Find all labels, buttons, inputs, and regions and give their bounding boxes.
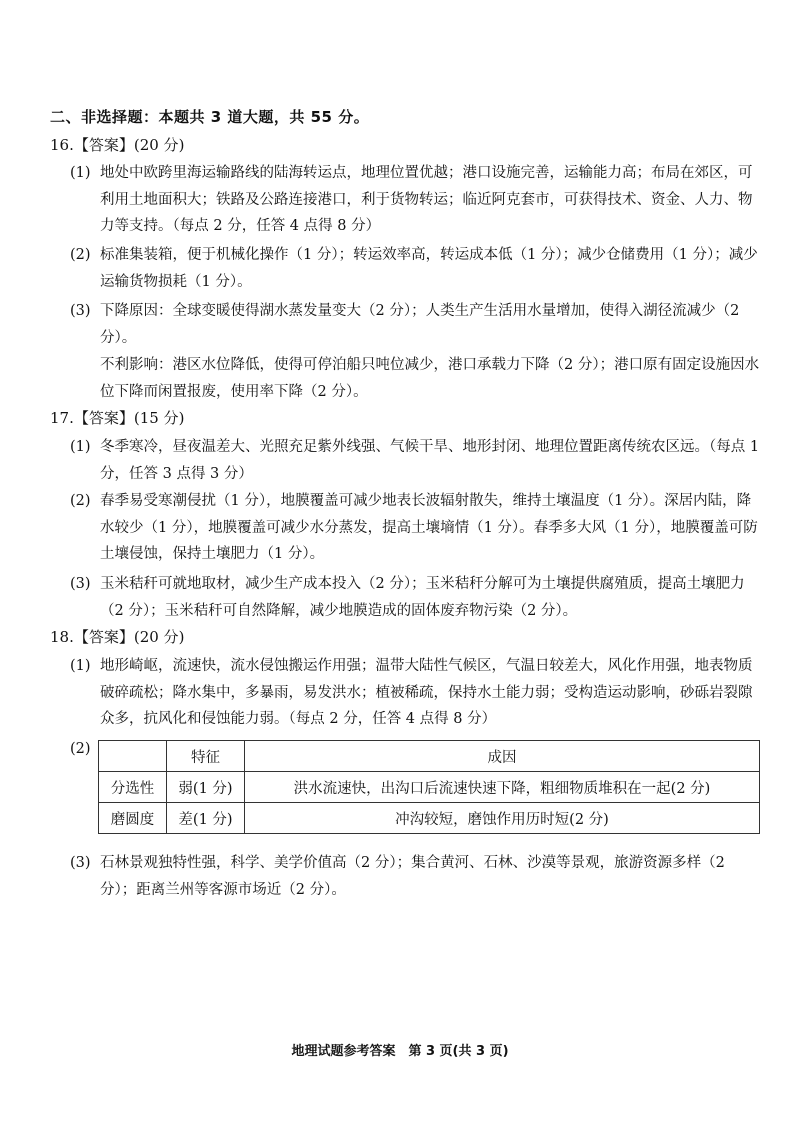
q16-item-1 xyxy=(70,160,760,240)
table-cell: 洪水流速快，出沟口后流速快速下降，粗细物质堆积在一起(2 分) xyxy=(245,772,760,803)
table-cell: 弱(1 分) xyxy=(167,772,245,803)
table-row xyxy=(99,803,760,834)
q18-item-3-text: 石林景观独特性强，科学、美学价值高（2 分）；集合黄河、石林、沙漠等景观，旅游资源多样（2 分）；距离兰州等客源市场近（2 分）。 xyxy=(100,855,725,898)
table-header-cell: 成因 xyxy=(245,741,760,772)
q17-item-3 xyxy=(70,571,760,624)
q18-item-1 xyxy=(70,653,760,733)
page-footer: 地理试题参考答案 第 3 页(共 3 页) xyxy=(291,1044,509,1059)
table-cell: 磨圆度 xyxy=(99,803,167,834)
table-row xyxy=(99,772,760,803)
q17-item-2-text: 春季易受寒潮侵扰（1 分），地膜覆盖可减少地表长波辐射散失，维持土壤温度（1 分）。深居内陆，降水较少（1 分），地膜覆盖可减少水分蒸发，提高土壤墒情（1 分）。春季多大风（1 分），地膜覆盖可防土壤侵蚀，保持土壤肥力（1 分）。 xyxy=(100,493,758,562)
q17-item-1-num: (1) xyxy=(70,439,91,455)
table-cell: 冲沟较短，磨蚀作用历时短(2 分) xyxy=(245,803,760,834)
q16-label: 16.【答案】(20 分) xyxy=(50,136,185,154)
q17-label: 17.【答案】(15 分) xyxy=(50,409,185,427)
table-cell: 差(1 分) xyxy=(167,803,245,834)
q16-item-2-num: (2) xyxy=(70,247,91,263)
q16-item-3-text: 下降原因：全球变暖使得湖水蒸发量变大（2 分）；人类生产生活用水量增加，使得入湖径流减少（2 分）。 xyxy=(100,303,740,346)
q18-item-1-text: 地形崎岖，流速快，流水侵蚀搬运作用强；温带大陆性气候区，气温日较差大，风化作用强，地表物质破碎疏松；降水集中，多暴雨，易发洪水；植被稀疏，保持水土能力弱；受构造运动影响，砂砾岩裂隙众多，抗风化和侵蚀能力弱。（每点 2 分，任答 4 点得 8 分） xyxy=(100,658,753,727)
q17-item-1-text: 冬季寒冷，昼夜温差大、光照充足紫外线强、气候干旱、地形封闭、地理位置距离传统农区远。（每点 1 分，任答 3 点得 3 分） xyxy=(100,439,760,482)
q17-item-1 xyxy=(70,434,760,487)
q18-item-3 xyxy=(70,850,760,903)
q18-label: 18.【答案】(20 分) xyxy=(50,628,185,646)
q18-item-2-num: (2) xyxy=(70,741,91,757)
answer-table xyxy=(98,740,760,834)
q17-item-2 xyxy=(70,488,760,568)
table-cell: 分选性 xyxy=(99,772,167,803)
q17-item-3-text: 玉米秸秆可就地取材，减少生产成本投入（2 分）；玉米秸秆分解可为土壤提供腐殖质，提高土壤肥力（2 分）；玉米秸秆可自然降解，减少地膜造成的固体废弃物污染（2 分）。 xyxy=(100,576,745,619)
q18-item-1-num: (1) xyxy=(70,658,91,674)
q16-item-3 xyxy=(70,298,760,351)
q18-item-3-num: (3) xyxy=(70,855,91,871)
q17-item-2-num: (2) xyxy=(70,493,91,509)
table-header-cell xyxy=(99,741,167,772)
table-header-cell: 特征 xyxy=(167,741,245,772)
q16-item-3-num: (3) xyxy=(70,303,91,319)
q16-item-2-text: 标准集装箱，便于机械化操作（1 分）；转运效率高，转运成本低（1 分）；减少仓储费用（1 分）；减少运输货物损耗（1 分）。 xyxy=(100,247,758,290)
q17-item-3-num: (3) xyxy=(70,576,91,592)
table-header-row xyxy=(99,741,760,772)
q16-item-1-num: (1) xyxy=(70,165,91,181)
q16-extra-text: 不利影响：港区水位降低，使得可停泊船只吨位减少，港口承载力下降（2 分）；港口原有固定设施因水位下降而闲置报废，使用率下降（2 分）。 xyxy=(100,357,760,400)
q16-item-2 xyxy=(70,242,760,295)
q16-item-1-text: 地处中欧跨里海运输路线的陆海转运点，地理位置优越；港口设施完善，运输能力高；布局在郊区，可利用土地面积大；铁路及公路连接港口，利于货物转运；临近阿克套市，可获得技术、资金、人力、物力等支持。（每点 2 分，任答 4 点得 8 分） xyxy=(100,165,753,234)
section-heading: 二、非选择题：本题共 3 道大题，共 55 分。 xyxy=(50,108,370,126)
